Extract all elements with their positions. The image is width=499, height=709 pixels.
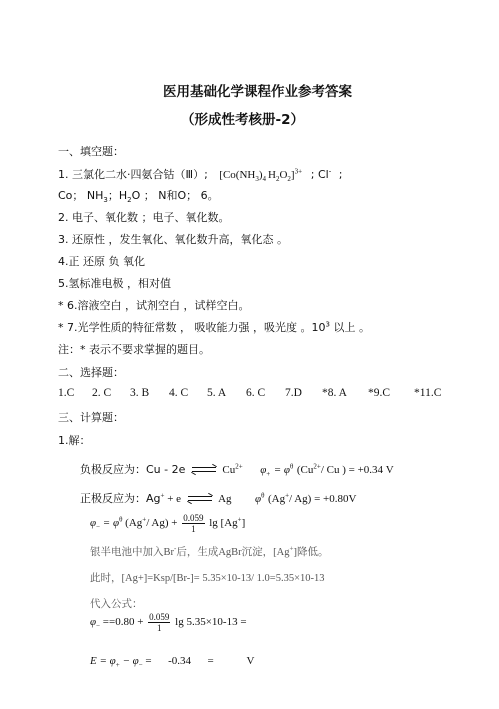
phi-symbol: φ <box>90 616 97 629</box>
phi-symbol: φ <box>260 464 267 476</box>
charge: + <box>160 491 165 500</box>
fraction-den: 1 <box>191 524 196 534</box>
fill-text: 以上 。 <box>329 321 370 334</box>
emf-symbol: E <box>90 655 97 667</box>
pos-label: 正极反应为：Ag <box>80 492 161 505</box>
doc-title: 医用基础化学课程作业参考答案 <box>163 84 352 100</box>
choice-9: *9.C <box>368 387 391 399</box>
choice-5: 5. A <box>207 387 227 399</box>
eq-part: / Ag) = +0.80V <box>289 493 357 505</box>
note-text: ]降低。 <box>293 547 329 558</box>
formula-sub: 3 <box>255 175 259 184</box>
charge: + <box>285 491 290 500</box>
charge: 2+ <box>235 462 243 471</box>
fill-line-7 <box>58 319 370 335</box>
eq-part: ==0.80 + <box>100 616 144 629</box>
eq-part: (Ag <box>125 517 143 530</box>
equilibrium-arrow-icon <box>192 466 216 474</box>
eq-part: = -0.34 = <box>142 655 214 667</box>
formula-sub: 2 <box>275 175 280 184</box>
eq-part: = φ <box>102 517 120 530</box>
chloride-charge: - <box>328 167 332 176</box>
phi-sub: − <box>138 661 143 670</box>
theta: θ <box>261 491 265 500</box>
phi-symbol: φ <box>90 517 97 530</box>
doc-subtitle: （形成性考核册-2） <box>181 112 304 128</box>
eq-part: / Ag) + <box>146 517 178 530</box>
fill-text: ；H <box>107 189 128 202</box>
theta: θ <box>290 462 294 471</box>
fill-1-text: 1. 三氯化二水·四氨合钴（Ⅲ）; <box>58 168 208 181</box>
note-ksp: 此时，[Ag+]=Ksp/[Br-]= 5.35×10-13/ 1.0=5.35×10-13 <box>90 573 325 584</box>
formula-part: ) <box>258 169 263 181</box>
separator: ; <box>338 168 343 181</box>
substituted-equation <box>90 612 247 633</box>
formula-part: [Co(NH <box>219 169 256 181</box>
choice-3: 3. B <box>130 387 150 399</box>
fraction <box>148 612 170 633</box>
formula-sub: 3 <box>103 196 108 205</box>
choice-2: 2. C <box>92 387 112 399</box>
fill-line-6: * 6.溶液空白 ，试剂空白 ，试样空白。 <box>58 299 250 312</box>
section-fill-heading: 一、填空题： <box>58 145 124 158</box>
pos-product: Ag <box>218 493 232 505</box>
neg-product: Cu <box>222 464 236 476</box>
charge: + <box>289 544 294 553</box>
fill-text: * 7.光学性质的特征常数 ， 吸收能力强 ，吸光度 。10 <box>58 321 326 334</box>
choice-7: 7.D <box>285 387 302 399</box>
note-precipitate <box>90 544 328 559</box>
negative-reaction <box>80 461 394 478</box>
note-substitute: 代入公式： <box>90 599 143 610</box>
neg-label: 负极反应为：Cu - 2e <box>80 463 186 476</box>
formula-sup: 3+ <box>294 167 303 176</box>
charge: - <box>174 544 177 553</box>
fill-line-5: 5.氢标准电极 ，相对值 <box>58 277 171 290</box>
fraction-num: 0.059 <box>149 612 170 622</box>
charge: + <box>237 515 242 524</box>
exponent: 3 <box>325 320 330 329</box>
chloride: ; Cl <box>310 168 329 181</box>
fraction <box>182 513 204 534</box>
theta: θ <box>119 515 123 524</box>
eq-part: / Cu ) = +0.34 V <box>320 464 394 476</box>
question-1-label: 1.解： <box>58 434 91 447</box>
charge: + <box>142 515 147 524</box>
eq-part: = φ <box>273 464 290 476</box>
charge: 2+ <box>313 462 321 471</box>
phi-sub: + <box>115 661 120 670</box>
equilibrium-arrow-icon <box>188 495 212 503</box>
note-text: 后，生成AgBr沉淀，[Ag <box>176 547 290 558</box>
section-calc-heading: 三、计算题： <box>58 411 124 424</box>
note-text: 银半电池中加入Br <box>90 547 174 558</box>
choice-1: 1.C <box>58 387 75 399</box>
eq-part: = φ <box>96 655 116 667</box>
eq-part: (Cu <box>296 464 314 476</box>
formula-part: O <box>279 169 288 181</box>
phi-sub: − <box>96 622 101 631</box>
eq-part: ] <box>241 517 246 530</box>
eq-part: + e <box>164 493 182 505</box>
choice-8: *8. A <box>322 387 347 399</box>
formula-sub: 4 <box>262 175 267 184</box>
phi-sub: − <box>96 523 101 532</box>
fill-line-1 <box>58 166 343 183</box>
fill-note: 注：* 表示不要求掌握的题目。 <box>58 343 210 356</box>
phi-symbol: φ <box>255 493 262 505</box>
eq-part: lg [Ag <box>209 517 238 530</box>
fill-text: Co； NH <box>58 189 104 202</box>
formula-part: H <box>268 169 276 181</box>
complex-formula <box>219 167 305 184</box>
fill-line-3: 3. 还原性 ，发生氧化、氧化数升高，氧化态 。 <box>58 233 288 246</box>
section-choice-heading: 二、选择题： <box>58 366 124 379</box>
fill-line-2: 2. 电子、氧化数 ；电子、氧化数。 <box>58 211 230 224</box>
choice-11: *11.C <box>414 387 442 399</box>
emf-equation <box>90 655 254 669</box>
positive-reaction <box>80 490 356 506</box>
fill-line-4: 4.正 还原 负 氧化 <box>58 255 145 268</box>
fraction-den: 1 <box>157 623 162 633</box>
eq-part: lg 5.35×10-13 = <box>175 616 247 629</box>
choice-6: 6. C <box>246 387 266 399</box>
eq-part: (Ag <box>267 493 286 505</box>
eq-part: − φ <box>119 655 139 667</box>
fraction-num: 0.059 <box>183 513 204 523</box>
phi-sub: + <box>266 470 271 479</box>
choice-4: 4. C <box>169 387 189 399</box>
formula-sub: 2 <box>287 175 291 184</box>
formula-sub: 2 <box>127 196 132 205</box>
fill-line-1b <box>58 187 219 204</box>
formula-part: ] <box>290 169 295 181</box>
fill-text: O ； N和O； 6。 <box>131 189 219 202</box>
nernst-equation <box>90 513 245 534</box>
unit-volt: V <box>246 655 255 667</box>
